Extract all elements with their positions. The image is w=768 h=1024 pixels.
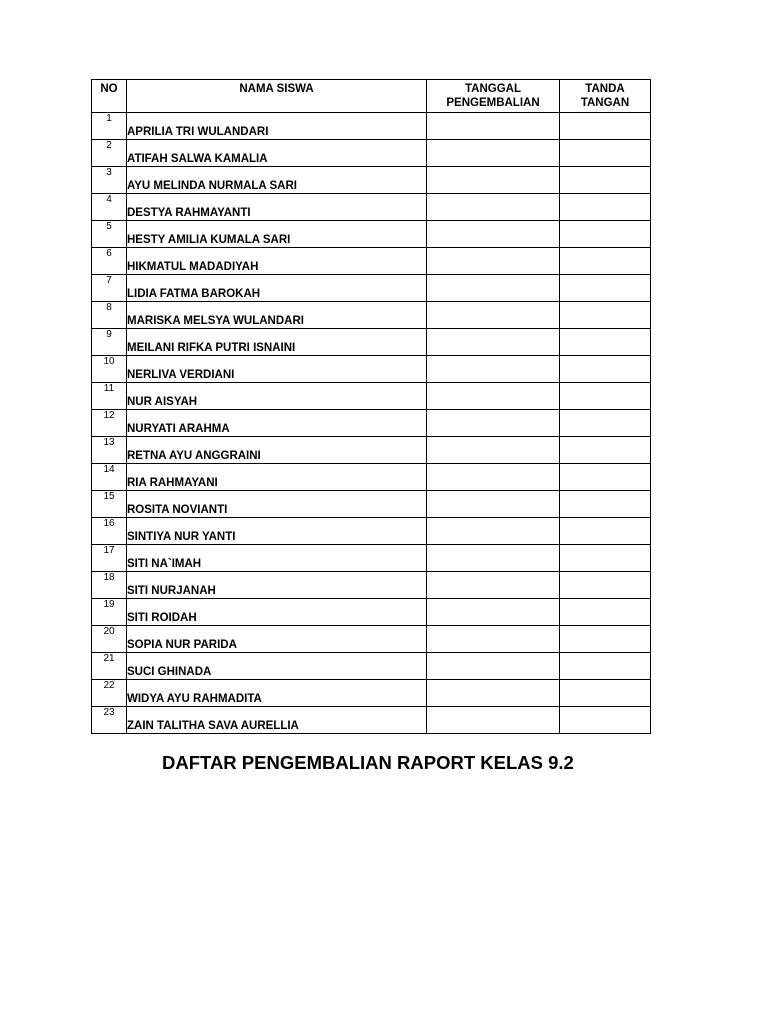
row-number: 18 [92,572,127,599]
signature-cell[interactable] [560,140,651,167]
signature-cell[interactable] [560,464,651,491]
table-row [92,383,651,410]
header-signature [560,80,651,113]
table-row [92,329,651,356]
row-number: 4 [92,194,127,221]
return-date-cell[interactable] [427,599,560,626]
signature-cell[interactable] [560,653,651,680]
return-date-cell[interactable] [427,221,560,248]
table-row [92,680,651,707]
student-name: NURYATI ARAHMA [127,410,427,437]
student-name: APRILIA TRI WULANDARI [127,113,427,140]
signature-cell[interactable] [560,572,651,599]
return-date-cell[interactable] [427,275,560,302]
signature-cell[interactable] [560,491,651,518]
table-row [92,518,651,545]
signature-cell[interactable] [560,437,651,464]
student-name: MARISKA MELSYA WULANDARI [127,302,427,329]
row-number: 21 [92,653,127,680]
return-date-cell[interactable] [427,491,560,518]
student-name: AYU MELINDA NURMALA SARI [127,167,427,194]
header-return-date [427,80,560,113]
student-name: DESTYA RAHMAYANTI [127,194,427,221]
signature-cell[interactable] [560,599,651,626]
signature-cell[interactable] [560,680,651,707]
return-date-cell[interactable] [427,626,560,653]
return-date-cell[interactable] [427,572,560,599]
table-row [92,356,651,383]
return-date-cell[interactable] [427,113,560,140]
signature-cell[interactable] [560,545,651,572]
student-name: SINTIYA NUR YANTI [127,518,427,545]
return-date-cell[interactable] [427,653,560,680]
student-name: LIDIA FATMA BAROKAH [127,275,427,302]
table-row [92,545,651,572]
student-name: RETNA AYU ANGGRAINI [127,437,427,464]
student-name: WIDYA AYU RAHMADITA [127,680,427,707]
signature-cell[interactable] [560,113,651,140]
student-name: SOPIA NUR PARIDA [127,626,427,653]
row-number: 5 [92,221,127,248]
signature-cell[interactable] [560,707,651,734]
table-row [92,491,651,518]
student-name: ATIFAH SALWA KAMALIA [127,140,427,167]
return-date-cell[interactable] [427,248,560,275]
return-date-cell[interactable] [427,680,560,707]
row-number: 15 [92,491,127,518]
table-row [92,437,651,464]
return-date-cell[interactable] [427,140,560,167]
header-date-line2: PENGEMBALIAN [446,97,540,109]
row-number: 20 [92,626,127,653]
table-row [92,221,651,248]
row-number: 8 [92,302,127,329]
signature-cell[interactable] [560,410,651,437]
return-date-cell[interactable] [427,329,560,356]
table-row [92,167,651,194]
return-date-cell[interactable] [427,518,560,545]
return-date-cell[interactable] [427,545,560,572]
table-row [92,464,651,491]
table-row [92,302,651,329]
row-number: 3 [92,167,127,194]
student-name: HIKMATUL MADADIYAH [127,248,427,275]
signature-cell[interactable] [560,329,651,356]
header-name [127,80,427,113]
document-title: DAFTAR PENGEMBALIAN RAPORT KELAS 9.2 [162,752,574,773]
row-number: 10 [92,356,127,383]
table-row [92,410,651,437]
student-name: NERLIVA VERDIANI [127,356,427,383]
student-name: ZAIN TALITHA SAVA AURELLIA [127,707,427,734]
signature-cell[interactable] [560,275,651,302]
signature-cell[interactable] [560,626,651,653]
signature-cell[interactable] [560,194,651,221]
signature-cell[interactable] [560,518,651,545]
row-number: 7 [92,275,127,302]
header-date-line1: TANGGAL [464,83,521,95]
row-number: 16 [92,518,127,545]
row-number: 9 [92,329,127,356]
return-date-cell[interactable] [427,437,560,464]
return-date-cell[interactable] [427,464,560,491]
table-row [92,113,651,140]
student-name: SITI NA`IMAH [127,545,427,572]
student-name: SUCI GHINADA [127,653,427,680]
student-name: SITI ROIDAH [127,599,427,626]
table-body [92,113,651,734]
table-row [92,653,651,680]
row-number: 6 [92,248,127,275]
row-number: 11 [92,383,127,410]
return-date-cell[interactable] [427,410,560,437]
header-name-label: NAMA SISWA [239,83,314,95]
table-row [92,572,651,599]
return-date-cell[interactable] [427,167,560,194]
header-sign-line2: TANGAN [580,97,630,109]
return-date-cell[interactable] [427,356,560,383]
signature-cell[interactable] [560,167,651,194]
table-row [92,248,651,275]
row-number: 19 [92,599,127,626]
student-name: ROSITA NOVIANTI [127,491,427,518]
row-number: 12 [92,410,127,437]
row-number: 23 [92,707,127,734]
return-date-cell[interactable] [427,707,560,734]
header-sign-line1: TANDA [585,83,625,95]
table-row [92,140,651,167]
student-name: HESTY AMILIA KUMALA SARI [127,221,427,248]
row-number: 13 [92,437,127,464]
table-row [92,194,651,221]
row-number: 14 [92,464,127,491]
return-date-cell[interactable] [427,194,560,221]
student-name: RIA RAHMAYANI [127,464,427,491]
signature-cell[interactable] [560,383,651,410]
student-name: NUR AISYAH [127,383,427,410]
return-roster-table [91,79,651,734]
row-number: 22 [92,680,127,707]
header-no [92,80,127,113]
table-row [92,275,651,302]
table-row [92,707,651,734]
return-date-cell[interactable] [427,383,560,410]
table-header-row [92,80,651,113]
signature-cell[interactable] [560,248,651,275]
return-date-cell[interactable] [427,302,560,329]
signature-cell[interactable] [560,302,651,329]
row-number: 17 [92,545,127,572]
signature-cell[interactable] [560,356,651,383]
student-name: SITI NURJANAH [127,572,427,599]
student-name: MEILANI RIFKA PUTRI ISNAINI [127,329,427,356]
header-no-label: NO [100,83,118,95]
row-number: 1 [92,113,127,140]
table-row [92,599,651,626]
signature-cell[interactable] [560,221,651,248]
row-number: 2 [92,140,127,167]
table-row [92,626,651,653]
